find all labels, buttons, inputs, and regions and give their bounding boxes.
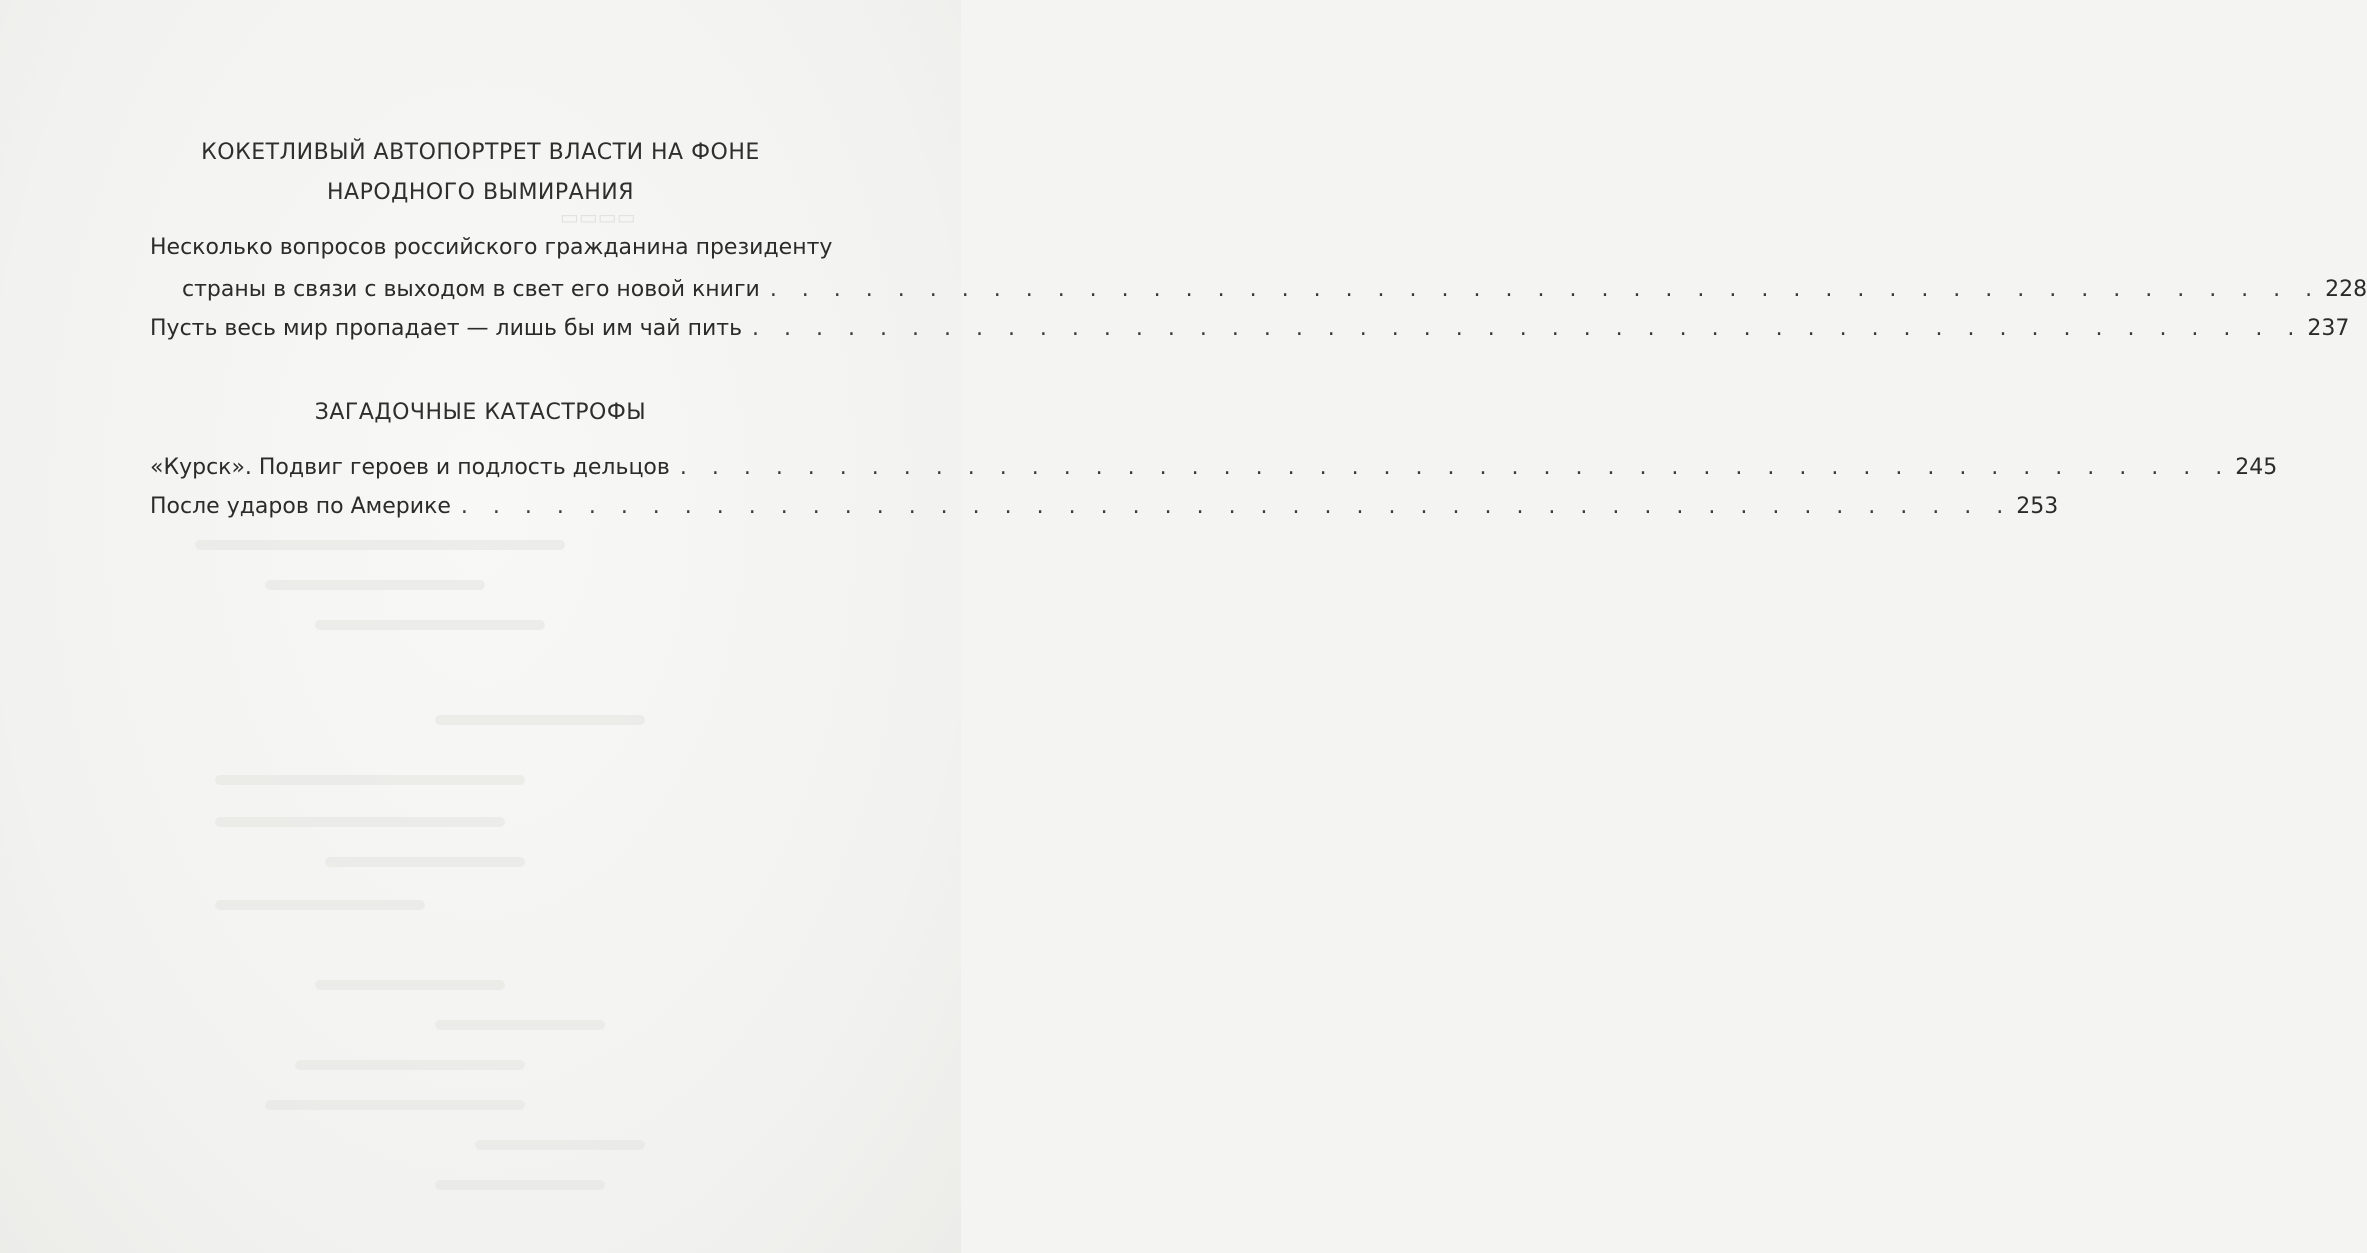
dot-leader: . . . . . . . . . . . . . . . . . . . . . . . . . . . . . . . . . . . . . . . . . . . . . . . . .	[769, 277, 2322, 302]
toc-entry-1-text: страны в связи с выходом в свет его новой книги	[182, 277, 760, 302]
toc-entry-1-line-2	[182, 277, 2367, 302]
toc-entry-2	[150, 316, 2350, 341]
bleed-through-decoration: ▭▭▭▭	[560, 205, 636, 229]
dot-leader: . . . . . . . . . . . . . . . . . . . . . . . . . . . . . . . . . . . . . . . . . . . . . . . . .	[460, 494, 2013, 519]
toc-entry-2-page: 237	[2307, 316, 2350, 341]
toc-entry-4	[150, 494, 2059, 519]
toc-entry-3-text: «Курск». Подвиг героев и подлость дельцов	[150, 455, 670, 480]
toc-entry-2-text: Пусть весь мир пропадает — лишь бы им чай пить	[150, 316, 743, 341]
toc-entry-4-page: 253	[2016, 494, 2059, 519]
section-1-title-line-2: НАРОДНОГО ВЫМИРАНИЯ	[327, 180, 634, 205]
toc-entry-1-line-1: Несколько вопросов российского гражданина президенту	[150, 235, 833, 260]
toc-entry-3-page: 245	[2235, 455, 2278, 480]
toc-entry-4-text: После ударов по Америке	[150, 494, 451, 519]
dot-leader: . . . . . . . . . . . . . . . . . . . . . . . . . . . . . . . . . . . . . . . . . . . . . . . . .	[752, 316, 2304, 341]
section-2-title: ЗАГАДОЧНЫЕ КАТАСТРОФЫ	[314, 400, 647, 425]
toc-entry-1-page: 228	[2325, 277, 2367, 302]
dot-leader: . . . . . . . . . . . . . . . . . . . . . . . . . . . . . . . . . . . . . . . . . . . . . . . . .	[679, 455, 2232, 480]
toc-entry-3	[150, 455, 2278, 480]
section-1-title-line-1: КОКЕТЛИВЫЙ АВТОПОРТРЕТ ВЛАСТИ НА ФОНЕ	[201, 140, 760, 165]
